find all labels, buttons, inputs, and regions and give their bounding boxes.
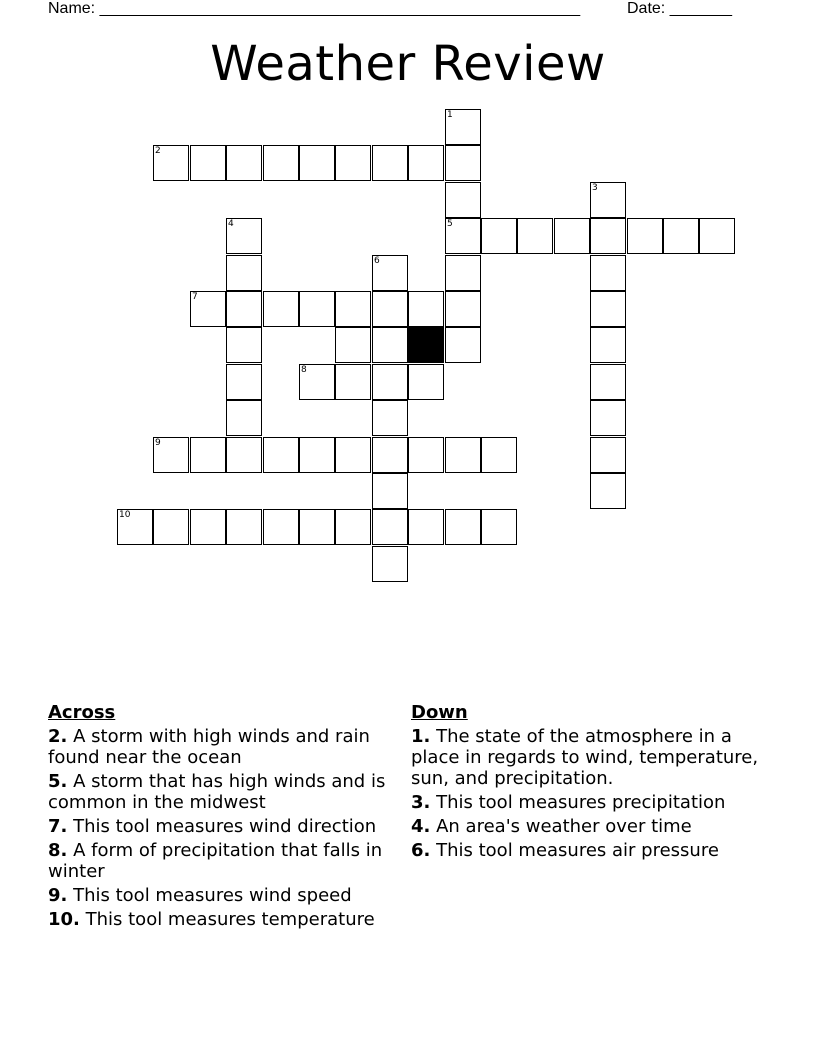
across-clue-2 [48, 726, 400, 768]
grid-cell [445, 109, 481, 145]
down-clue-3 [411, 792, 776, 813]
cell-number: 6 [374, 256, 380, 266]
grid-cell [335, 145, 371, 181]
grid-cell [481, 218, 517, 254]
cell-number: 9 [155, 438, 161, 448]
down-clue-1 [411, 726, 776, 789]
grid-cell [335, 364, 371, 400]
down-clue-4 [411, 816, 776, 837]
cell-number: 10 [119, 510, 131, 520]
grid-cell [299, 437, 335, 473]
grid-cell [699, 218, 735, 254]
grid-cell [299, 291, 335, 327]
grid-cell [445, 291, 481, 327]
clue-number: 9. [48, 885, 68, 906]
grid-cell [445, 218, 481, 254]
grid-cell [408, 437, 444, 473]
page-title: Weather Review [210, 36, 606, 92]
clue-text: A storm that has high winds and is common in the midwest [48, 771, 386, 813]
clue-number: 6. [411, 840, 431, 861]
grid-cell [372, 364, 408, 400]
grid-cell [372, 255, 408, 291]
grid-cell [663, 218, 699, 254]
across-clue-8 [48, 840, 400, 882]
grid-cell [445, 145, 481, 181]
cell-number: 4 [228, 219, 234, 229]
clue-text: A storm with high winds and rain found near the ocean [48, 726, 370, 768]
grid-cell [263, 509, 299, 545]
across-clue-10 [48, 909, 400, 930]
grid-cell [481, 509, 517, 545]
grid-cell [445, 437, 481, 473]
grid-cell [190, 437, 226, 473]
clue-number: 2. [48, 726, 68, 747]
across-clues [48, 702, 400, 933]
clue-text: This tool measures wind direction [73, 816, 377, 837]
grid-cell [299, 145, 335, 181]
clue-text: An area's weather over time [436, 816, 692, 837]
clue-text: This tool measures air pressure [436, 840, 719, 861]
grid-cell [335, 437, 371, 473]
grid-cell [153, 145, 189, 181]
clue-text: This tool measures wind speed [73, 885, 352, 906]
clue-number: 7. [48, 816, 68, 837]
across-heading: Across [48, 702, 116, 723]
clue-number: 3. [411, 792, 431, 813]
grid-cell [372, 400, 408, 436]
grid-cell [226, 291, 262, 327]
grid-cell [335, 509, 371, 545]
grid-cell [445, 182, 481, 218]
grid-cell [226, 327, 262, 363]
grid-cell [226, 218, 262, 254]
grid-cell [408, 291, 444, 327]
grid-cell [590, 473, 626, 509]
black-square [408, 327, 444, 363]
grid-cell [190, 145, 226, 181]
clue-text: This tool measures temperature [85, 909, 375, 930]
down-clue-6 [411, 840, 776, 861]
across-clue-7 [48, 816, 400, 837]
down-heading: Down [411, 702, 468, 723]
grid-cell [153, 437, 189, 473]
grid-cell [299, 364, 335, 400]
grid-cell [590, 364, 626, 400]
grid-cell [190, 291, 226, 327]
grid-cell [590, 437, 626, 473]
grid-cell [226, 437, 262, 473]
grid-cell [627, 218, 663, 254]
down-clues [411, 702, 776, 864]
grid-cell [590, 400, 626, 436]
grid-cell [117, 509, 153, 545]
clue-number: 4. [411, 816, 431, 837]
date-field: Date: _______ [627, 0, 732, 17]
grid-cell [408, 509, 444, 545]
name-field: Name: ______________________________________________________ [48, 0, 581, 17]
grid-cell [226, 509, 262, 545]
grid-cell [335, 327, 371, 363]
grid-cell [445, 255, 481, 291]
clue-text: The state of the atmosphere in a place in regards to wind, temperature, sun, and precipitation. [411, 726, 759, 789]
grid-cell [372, 473, 408, 509]
grid-cell [263, 145, 299, 181]
grid-cell [299, 509, 335, 545]
cell-number: 1 [447, 110, 453, 120]
grid-cell [263, 437, 299, 473]
grid-cell [590, 218, 626, 254]
cell-number: 5 [447, 219, 453, 229]
grid-cell [590, 327, 626, 363]
clue-text: A form of precipitation that falls in winter [48, 840, 383, 882]
grid-cell [554, 218, 590, 254]
grid-cell [372, 546, 408, 582]
grid-cell [408, 145, 444, 181]
grid-cell [445, 509, 481, 545]
clue-number: 10. [48, 909, 80, 930]
grid-cell [590, 182, 626, 218]
grid-cell [372, 509, 408, 545]
across-clue-5 [48, 771, 400, 813]
grid-cell [372, 437, 408, 473]
grid-cell [190, 509, 226, 545]
across-clue-9 [48, 885, 400, 906]
cell-number: 2 [155, 146, 161, 156]
grid-cell [372, 327, 408, 363]
grid-cell [408, 364, 444, 400]
grid-cell [226, 364, 262, 400]
grid-cell [372, 291, 408, 327]
grid-cell [153, 509, 189, 545]
cell-number: 7 [192, 292, 198, 302]
grid-cell [372, 145, 408, 181]
grid-cell [481, 437, 517, 473]
grid-cell [590, 255, 626, 291]
grid-cell [445, 327, 481, 363]
grid-cell [590, 291, 626, 327]
clue-number: 1. [411, 726, 431, 747]
grid-cell [226, 255, 262, 291]
grid-cell [517, 218, 553, 254]
grid-cell [335, 291, 371, 327]
clue-number: 5. [48, 771, 68, 792]
cell-number: 8 [301, 365, 307, 375]
clue-text: This tool measures precipitation [436, 792, 726, 813]
grid-cell [263, 291, 299, 327]
cell-number: 3 [592, 183, 598, 193]
grid-cell [226, 400, 262, 436]
clue-number: 8. [48, 840, 68, 861]
grid-cell [226, 145, 262, 181]
